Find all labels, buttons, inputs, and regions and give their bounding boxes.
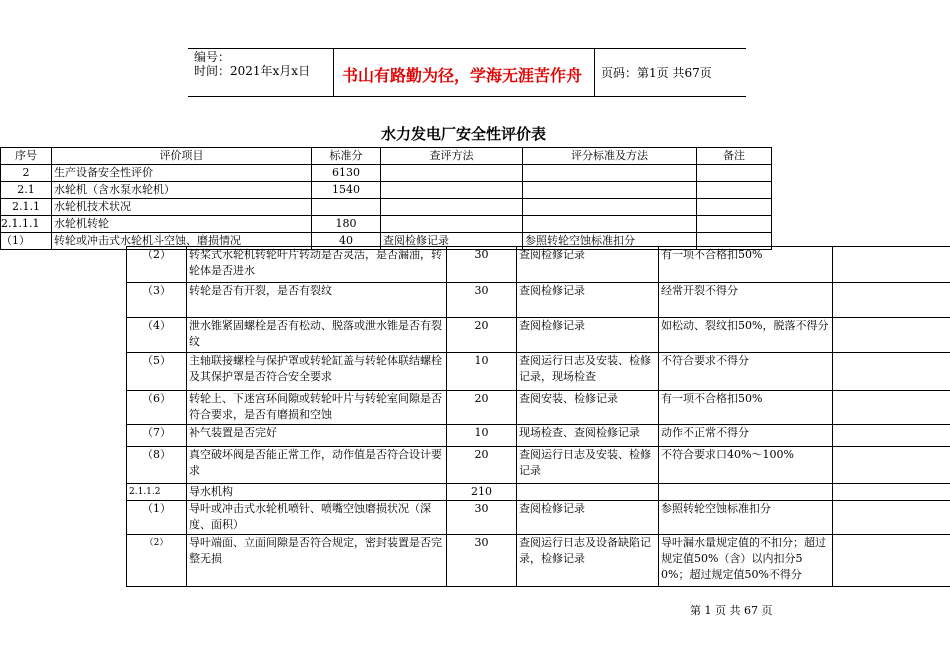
- header-top-rule: [188, 48, 746, 49]
- table-row: [1, 165, 772, 182]
- row-item: 导叶或冲击式水轮机喷针、喷嘴空蚀磨损状况（深度、面积）: [187, 501, 447, 535]
- row-method: [517, 484, 659, 501]
- col-header-note: 备注: [697, 148, 772, 165]
- row-item: 导叶端面、立面间隙是否符合规定，密封装置是否完整无损: [187, 535, 447, 587]
- row-method: 查阅检修记录: [517, 501, 659, 535]
- row-item: 导水机构: [187, 484, 447, 501]
- row-standard: [659, 484, 833, 501]
- row-method: [381, 216, 523, 233]
- evaluation-table-continued: [126, 246, 950, 587]
- row-no: （6）: [127, 391, 187, 425]
- row-standard: [523, 165, 697, 182]
- table-row: [127, 501, 950, 535]
- row-no: （3）: [127, 283, 187, 318]
- row-method: [381, 199, 523, 216]
- row-score: 6130: [312, 165, 381, 182]
- row-standard: [523, 182, 697, 199]
- row-item: 水轮机转轮: [52, 216, 312, 233]
- row-standard: 导叶漏水量规定值的不扣分；超过规定值50%（含）以内扣分50%；超过规定值50%不得分: [659, 535, 833, 587]
- row-standard: [523, 199, 697, 216]
- row-standard: 有一项不合格扣50%: [659, 247, 833, 283]
- row-note: [833, 391, 950, 425]
- table-row: [1, 199, 772, 216]
- row-note: [833, 425, 950, 447]
- table-row: [127, 283, 950, 318]
- row-no: （2）: [127, 247, 187, 283]
- row-standard: 不符合要求口40%～100%: [659, 447, 833, 484]
- table-row: [127, 391, 950, 425]
- row-score: 1540: [312, 182, 381, 199]
- row-note: [697, 199, 772, 216]
- row-note: [833, 283, 950, 318]
- row-score: 20: [447, 447, 517, 484]
- row-no: （2）: [127, 535, 187, 587]
- row-standard: 不符合要求不得分: [659, 353, 833, 391]
- col-header-standard: 评分标准及方法: [523, 148, 697, 165]
- time-label: 时间：2021年x月x日: [194, 64, 311, 78]
- row-note: [833, 447, 950, 484]
- row-note: [697, 165, 772, 182]
- col-header-no: 序号: [1, 148, 52, 165]
- row-note: [833, 535, 950, 587]
- code-label: 编号：: [194, 50, 231, 64]
- row-no: （1）: [1, 233, 52, 250]
- row-score: 20: [447, 391, 517, 425]
- row-standard: [523, 216, 697, 233]
- row-no: 2.1.1: [1, 199, 52, 216]
- row-method: 现场检查、查阅检修记录: [517, 425, 659, 447]
- table-row: [127, 353, 950, 391]
- page-footer: 第 1 页 共 67 页: [690, 604, 773, 617]
- row-score: 210: [447, 484, 517, 501]
- table-row: [127, 535, 950, 587]
- page-title: 水力发电厂安全性评价表: [381, 125, 547, 143]
- row-note: [697, 182, 772, 199]
- row-method: 查阅运行日志及安装、检修记录: [517, 447, 659, 484]
- page-info: 页码：第1页 共67页: [601, 66, 712, 80]
- row-method: [381, 182, 523, 199]
- header-divider-1: [333, 48, 334, 96]
- row-standard: 参照转轮空蚀标准扣分: [523, 233, 697, 250]
- row-score: [312, 199, 381, 216]
- row-standard: 经常开裂不得分: [659, 283, 833, 318]
- evaluation-table-top: [0, 147, 772, 250]
- row-score: 30: [447, 535, 517, 587]
- row-item: 生产设备安全性评价: [52, 165, 312, 182]
- row-note: [833, 318, 950, 353]
- row-item: 真空破坏阀是否能正常工作，动作值是否符合设计要求: [187, 447, 447, 484]
- row-no: （8）: [127, 447, 187, 484]
- row-item: 补气装置是否完好: [187, 425, 447, 447]
- table-row: [127, 318, 950, 353]
- table-row: [127, 447, 950, 484]
- row-standard: 如松动、裂纹扣50%，脱落不得分: [659, 318, 833, 353]
- row-item: 转轮上、下迷宫环间隙或转轮叶片与转轮室间隙是否符合要求，是否有磨损和空蚀: [187, 391, 447, 425]
- row-note: [697, 216, 772, 233]
- row-no: （1）: [127, 501, 187, 535]
- row-no: 2.1.1.2: [127, 484, 187, 501]
- row-method: 查阅运行日志及设备缺陷记录，检修记录: [517, 535, 659, 587]
- table-row: [1, 216, 772, 233]
- row-method: 查阅运行日志及安装、检修记录，现场检查: [517, 353, 659, 391]
- row-method: 查阅检修记录: [517, 318, 659, 353]
- row-score: 10: [447, 425, 517, 447]
- row-item: 主轴联接螺栓与保护罩或转轮缸盖与转轮体联结螺栓及其保护罩是否符合安全要求: [187, 353, 447, 391]
- row-standard: 有一项不合格扣50%: [659, 391, 833, 425]
- row-standard: 动作不正常不得分: [659, 425, 833, 447]
- row-score: 30: [447, 283, 517, 318]
- row-item: 转桨式水轮机转轮叶片转动是否灵活，是否漏油，转轮体是否进水: [187, 247, 447, 283]
- row-no: 2.1: [1, 182, 52, 199]
- table-row: [1, 182, 772, 199]
- row-standard: 参照转轮空蚀标准扣分: [659, 501, 833, 535]
- header-bottom-rule: [188, 96, 746, 97]
- row-method: 查阅检修记录: [517, 283, 659, 318]
- row-score: 40: [312, 233, 381, 250]
- header-divider-2: [594, 48, 595, 96]
- row-no: （7）: [127, 425, 187, 447]
- row-item: 转轮或冲击式水轮机斗空蚀、磨损情况: [52, 233, 312, 250]
- col-header-item: 评价项目: [52, 148, 312, 165]
- table-header-row: [1, 148, 772, 165]
- row-item: 水轮机（含水泵水轮机）: [52, 182, 312, 199]
- row-no: 2: [1, 165, 52, 182]
- row-method: 查阅安装、检修记录: [517, 391, 659, 425]
- row-score: 180: [312, 216, 381, 233]
- row-note: [833, 247, 950, 283]
- col-header-score: 标准分: [312, 148, 381, 165]
- row-note: [833, 484, 950, 501]
- table-row: [127, 484, 950, 501]
- row-method: 查阅检修记录: [517, 247, 659, 283]
- row-item: 水轮机技术状况: [52, 199, 312, 216]
- row-note: [833, 501, 950, 535]
- row-no: （5）: [127, 353, 187, 391]
- row-item: 泄水锥紧固螺栓是否有松动、脱落或泄水锥是否有裂纹: [187, 318, 447, 353]
- row-note: [833, 353, 950, 391]
- row-method: 查阅检修记录: [381, 233, 523, 250]
- row-score: 30: [447, 247, 517, 283]
- row-item: 转轮是否有开裂，是否有裂纹: [187, 283, 447, 318]
- motto: 书山有路勤为径，学海无涯苦作舟: [342, 66, 583, 85]
- row-score: 10: [447, 353, 517, 391]
- table-row: [127, 425, 950, 447]
- row-no: （4）: [127, 318, 187, 353]
- row-method: [381, 165, 523, 182]
- table-row: [127, 247, 950, 283]
- row-no: 2.1.1.1: [1, 216, 52, 233]
- col-header-method: 查评方法: [381, 148, 523, 165]
- row-score: 30: [447, 501, 517, 535]
- row-score: 20: [447, 318, 517, 353]
